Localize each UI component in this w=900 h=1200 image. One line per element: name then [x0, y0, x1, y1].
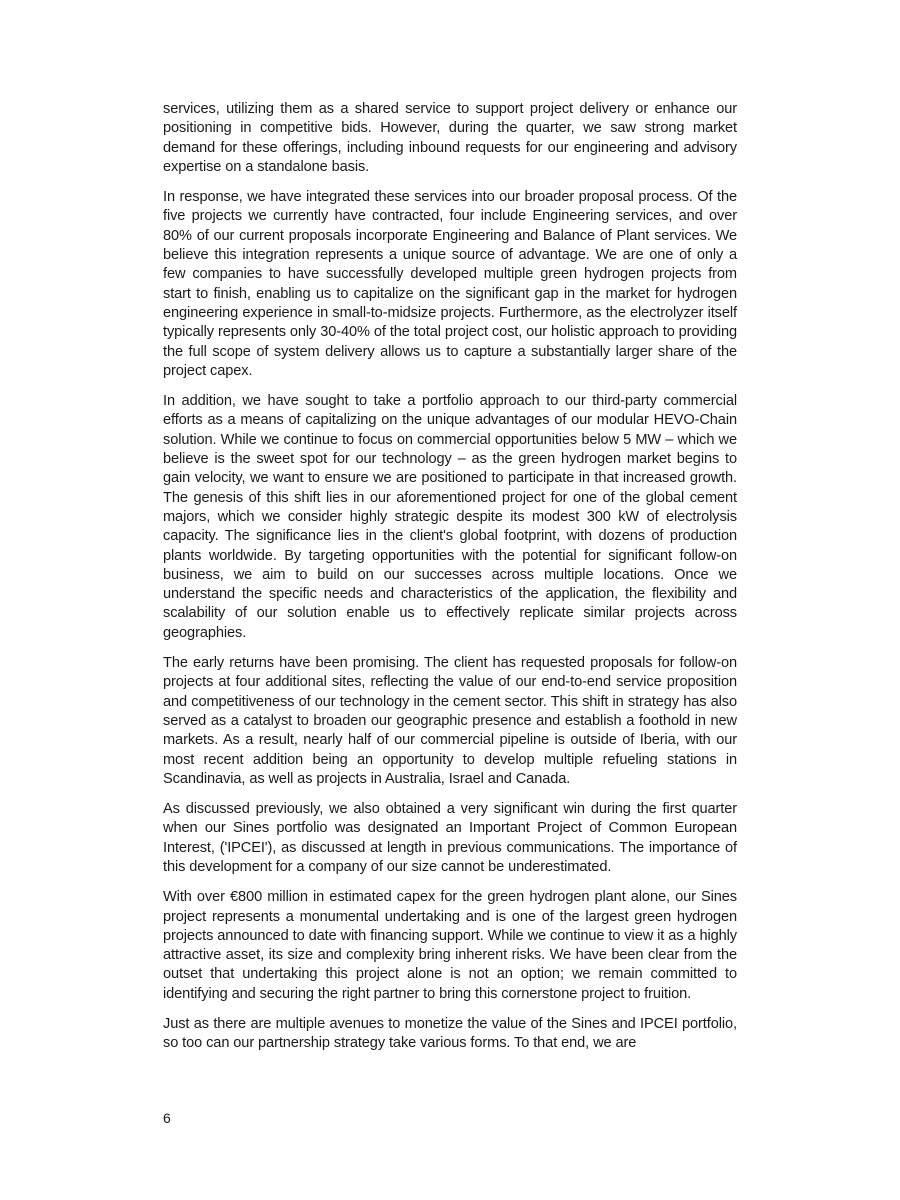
paragraph: The early returns have been promising. The client has requested proposals for follow-on projects at four additional sites, reflecting the value of our end-to-end service proposition and competitiveness of our technology in the cement sector. This shift in strategy has also served as a catalyst to broaden our geographic presence and establish a foothold in new markets. As a result, nearly half of our commercial pipeline is outside of Iberia, with our most recent addition being an opportunity to develop multiple refueling stations in Scandinavia, as well as projects in Australia, Israel and Canada. — [163, 655, 737, 787]
paragraph: In response, we have integrated these services into our broader proposal process. Of the five projects we currently have contracted, four include Engineering services, and over 80% of our current proposals incorporate Engineering and Balance of Plant services. We believe this integration represents a unique source of advantage. We are one of only a few companies to have successfully developed multiple green hydrogen projects from start to finish, enabling us to capitalize on the significant gap in the market for hydrogen engineering experience in small-to-midsize projects. Furthermore, as the electrolyzer itself typically represents only 30-40% of the total project cost, our holistic approach to providing the full scope of system delivery allows us to capture a substantially larger share of the project capex. — [163, 189, 737, 379]
paragraph: Just as there are multiple avenues to monetize the value of the Sines and IPCEI portfolio, so too can our partnership strategy take various forms. To that end, we are — [163, 1016, 737, 1052]
paragraph: As discussed previously, we also obtained a very significant win during the first quarter when our Sines portfolio was designated an Important Project of Common European Interest, ('IPCEI'), as discussed at length in previous communications. The importance of this development for a company of our size cannot be underestimated. — [163, 801, 737, 875]
paragraph: In addition, we have sought to take a portfolio approach to our third-party commercial efforts as a means of capitalizing on the unique advantages of our modular HEVO-Chain solution. While we continue to focus on commercial opportunities below 5 MW – which we believe is the sweet spot for our technology – as the green hydrogen market begins to gain velocity, we want to ensure we are positioned to participate in that increased growth. The genesis of this shift lies in our aforementioned project for one of the global cement majors, which we consider highly strategic despite its modest 300 kW of electrolysis capacity. The significance lies in the client's global footprint, with dozens of production plants worldwide. By targeting opportunities with the potential for significant follow-on business, we aim to build on our successes across multiple locations. Once we understand the specific needs and characteristics of the application, the flexibility and scalability of our solution enable us to effectively replicate similar projects across geographies. — [163, 393, 737, 641]
paragraph: services, utilizing them as a shared service to support project delivery or enhance our positioning in competitive bids. However, during the quarter, we saw strong market demand for these offerings, including inbound requests for our engineering and advisory expertise on a standalone basis. — [163, 101, 737, 175]
page-number: 6 — [163, 1110, 171, 1126]
body-text — [163, 100, 737, 1065]
paragraph: With over €800 million in estimated capex for the green hydrogen plant alone, our Sines project represents a monumental undertaking and is one of the largest green hydrogen projects announced to date with financing support. While we continue to view it as a highly attractive asset, its size and complexity bring inherent risks. We have been clear from the outset that undertaking this project alone is not an option; we remain committed to identifying and securing the right partner to bring this cornerstone project to fruition. — [163, 889, 737, 1002]
